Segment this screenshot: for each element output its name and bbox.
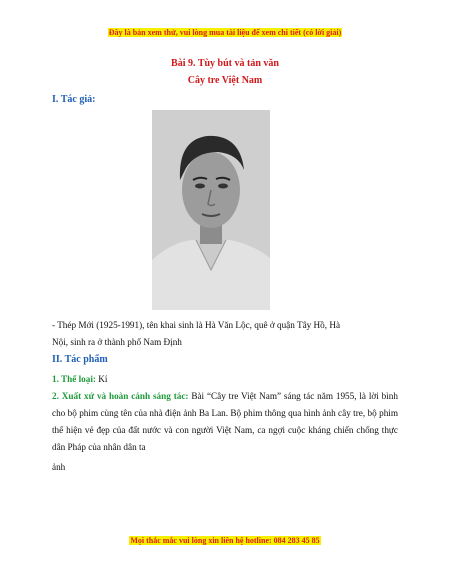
origin-text: Bài “Cây tre Việt Nam” sáng tác năm 1955, là lời bình cho bộ phim cùng tên của nhà điện ảnh Ba Lan. Bộ phim thông qua hình ảnh cây tre, bộ phim thể hiện vẻ đẹp của đất nước và con người Việt Nam, ca ngợi cuộc kháng chiến chống thực dân Pháp của nhân dân ta <box>52 391 398 452</box>
preview-notice-banner <box>0 28 450 37</box>
genre-value: Kí <box>96 374 108 384</box>
genre-line <box>52 371 107 388</box>
work-title: Cây tre Việt Nam <box>187 75 263 86</box>
portrait-illustration <box>152 110 270 310</box>
origin-paragraph <box>52 388 398 456</box>
origin-label: 2. Xuất xứ và hoàn cảnh sáng tác: <box>52 391 189 401</box>
author-bio <box>52 317 398 351</box>
hotline-text: Mọi thắc mắc vui lòng xin liên hệ hotline: 084 283 45 85 <box>130 536 320 545</box>
author-bio-line-2: Nội, sinh ra ở thành phố Nam Định <box>52 337 182 347</box>
author-portrait-image <box>152 110 270 310</box>
origin-tail: ảnh <box>52 462 66 472</box>
preview-notice-text: Đây là bản xem thử, vui lòng mua tài liệu để xem chi tiết (có lời giải) <box>108 28 342 37</box>
hotline-banner <box>0 536 450 545</box>
author-bio-line-1: - Thép Mới (1925-1991), tên khai sinh là Hà Văn Lộc, quê ở quận Tây Hồ, Hà <box>52 320 341 330</box>
lesson-title: Bài 9. Tùy bút và tản văn <box>171 58 279 69</box>
author-heading: I. Tác giả: <box>52 94 96 105</box>
genre-label: 1. Thể loại: <box>52 374 96 384</box>
work-heading: II. Tác phẩm <box>52 354 108 365</box>
